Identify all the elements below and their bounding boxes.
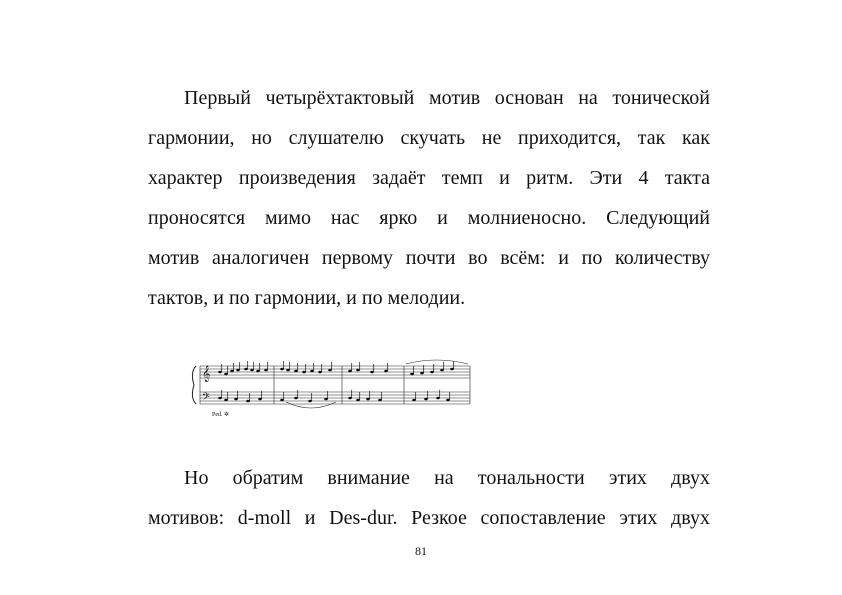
notehead	[244, 368, 248, 371]
notehead	[328, 369, 332, 372]
notehead	[410, 373, 414, 376]
notehead	[440, 369, 444, 372]
text-line: проносятся мимо нас ярко и молниеносно. Следующий	[148, 207, 710, 229]
text-line: Но обратим внимание на тональности этих двух	[184, 467, 710, 489]
notehead	[424, 398, 428, 401]
notehead	[318, 371, 322, 374]
notehead	[412, 399, 416, 402]
notehead	[230, 370, 234, 373]
notehead	[420, 372, 424, 375]
notehead	[286, 369, 290, 372]
notehead	[302, 371, 306, 374]
notehead	[236, 369, 240, 372]
notehead	[258, 398, 262, 401]
paragraph-1	[148, 78, 710, 318]
notehead	[264, 369, 268, 372]
text-line: гармонии, но слушателю скучать не приходится, так как	[148, 127, 710, 149]
paragraph-2	[148, 458, 710, 538]
page-number: 81	[415, 544, 427, 558]
notehead	[280, 368, 284, 371]
notehead	[356, 369, 360, 372]
notehead	[280, 399, 284, 402]
notehead	[246, 400, 250, 403]
notehead	[436, 397, 440, 400]
notehead	[384, 370, 388, 373]
notehead	[218, 371, 222, 374]
text-line: мотивов: d-moll и Des-dur. Резкое сопоставление этих двух	[148, 507, 710, 529]
notehead	[348, 397, 352, 400]
notehead	[256, 370, 260, 373]
music-score-example	[186, 358, 472, 418]
notehead	[250, 369, 254, 372]
notehead	[310, 370, 314, 373]
notehead	[450, 368, 454, 371]
notehead	[224, 373, 228, 376]
notehead	[366, 398, 370, 401]
pedal-marking: Ped. ✲	[212, 412, 230, 418]
notehead	[324, 398, 328, 401]
notehead	[356, 399, 360, 402]
notehead	[218, 397, 222, 400]
notehead	[430, 371, 434, 374]
notehead	[378, 399, 382, 402]
notehead	[446, 399, 450, 402]
text-line: тактов, и по гармонии, и по мелодии.	[148, 287, 466, 309]
text-line: мотив аналогичен первому почти во всём: и по количеству	[148, 247, 710, 269]
notehead	[294, 397, 298, 400]
text-line: Первый четырёхтактовый мотив основан на тонической	[184, 87, 710, 109]
svg-text:𝄢: 𝄢	[202, 391, 210, 405]
notehead	[294, 370, 298, 373]
notehead	[348, 370, 352, 373]
notehead	[224, 399, 228, 402]
notehead	[234, 398, 238, 401]
svg-text:𝄞: 𝄞	[202, 366, 211, 382]
text-line: характер произведения задаёт темп и ритм. Эти 4 такта	[148, 167, 710, 189]
notehead	[370, 371, 374, 374]
notehead	[308, 400, 312, 403]
